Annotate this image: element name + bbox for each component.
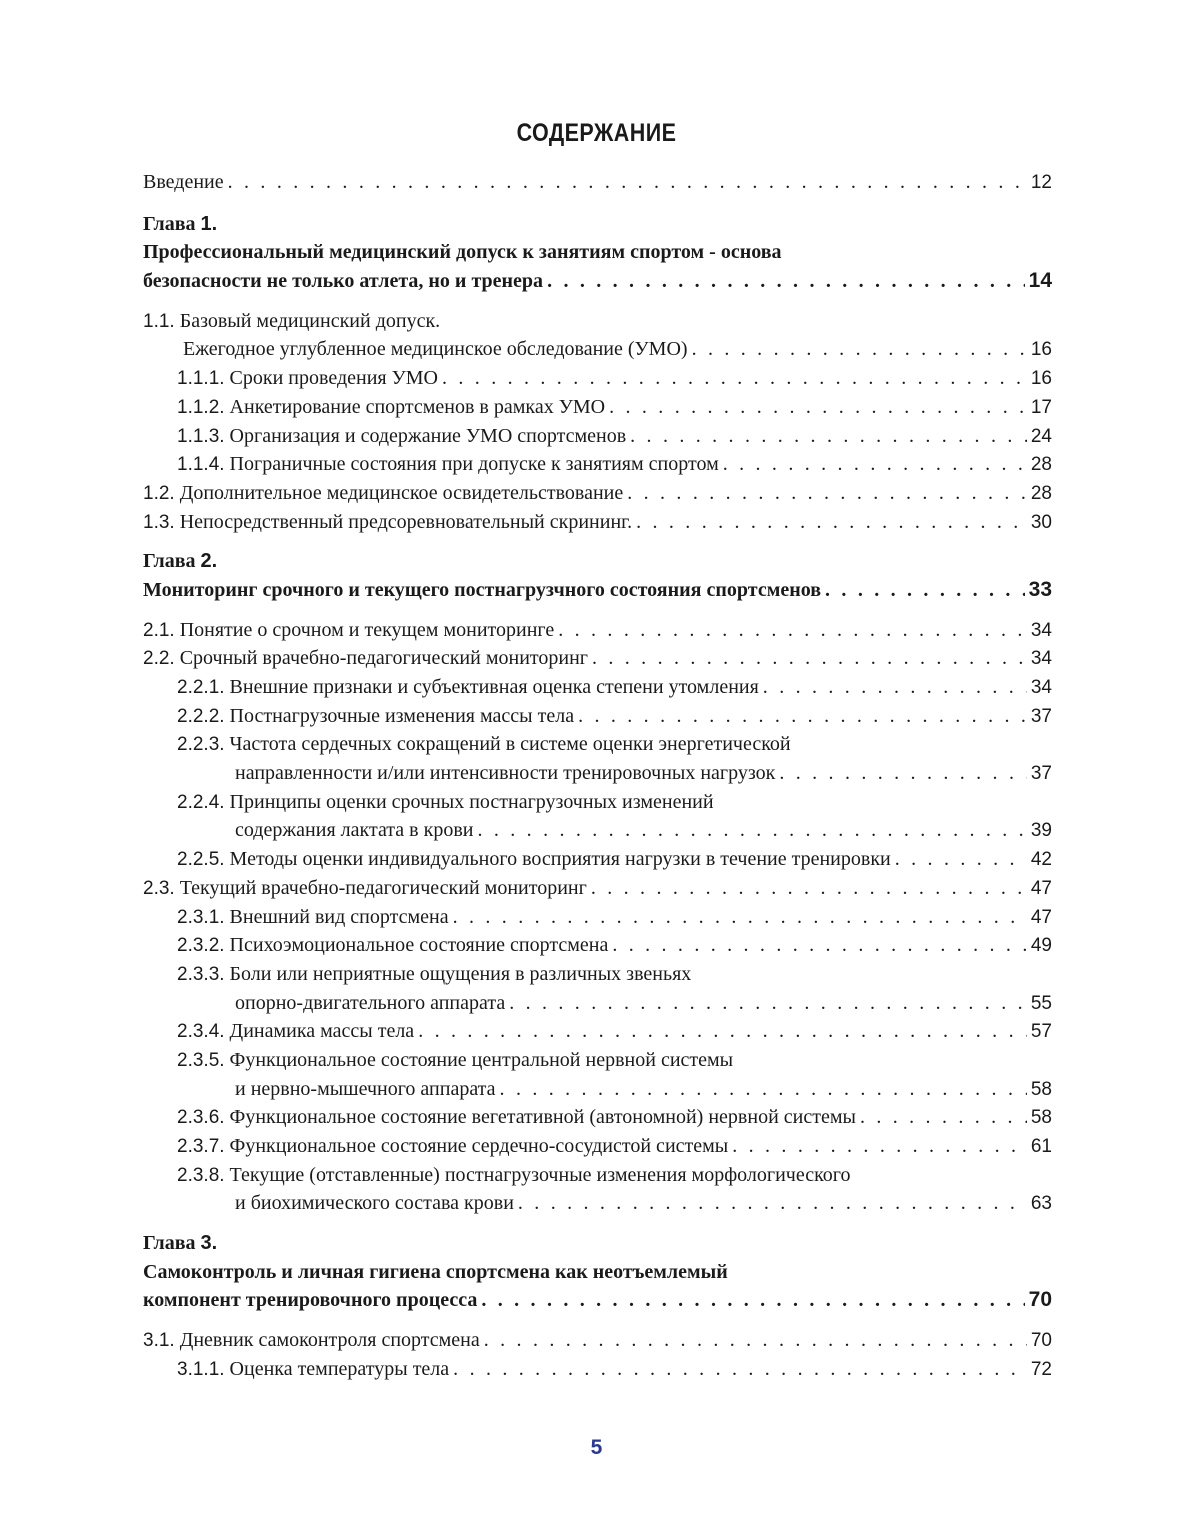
toc-entry-text: Введение	[143, 171, 224, 193]
leader-dots	[547, 267, 1025, 296]
page-number: 5	[590, 1436, 603, 1459]
toc-page-number: 47	[1030, 906, 1052, 928]
toc-page-number: 63	[1030, 1193, 1052, 1215]
leader-dots	[453, 903, 1027, 932]
toc-entry-1-1-1[interactable]: 1.1.1. Сроки проведения УМО . . . 16	[143, 364, 1052, 393]
toc-page-number: 33	[1028, 577, 1052, 601]
leader-dots	[612, 931, 1027, 960]
leader-dots	[860, 1103, 1027, 1132]
toc-entry-2-3-7[interactable]: 2.3.7. Функциональное состояние сердечно-сосудистой системы . . . 61	[143, 1132, 1052, 1161]
toc-page-number: 57	[1030, 1021, 1052, 1043]
leader-dots	[825, 576, 1025, 605]
toc-page-number: 70	[1028, 1288, 1052, 1312]
leader-dots	[558, 616, 1027, 645]
toc-entry-2-2-3-cont[interactable]: направленности и/или интенсивности тренировочных нагрузок . . . 37	[143, 759, 1052, 788]
toc-page-number: 14	[1028, 269, 1052, 293]
leader-dots	[442, 364, 1027, 393]
leader-dots	[732, 1132, 1027, 1161]
leader-dots	[630, 422, 1027, 451]
leader-dots	[578, 702, 1027, 731]
toc-page-number: 24	[1030, 425, 1052, 447]
chapter-label-1: Глава 1.	[143, 212, 218, 235]
toc-entry-2-3-3[interactable]: 2.3.3. Боли или неприятные ощущения в различных звеньях	[177, 962, 692, 985]
chapter-title-3-line2[interactable]: компонент тренировочного процесса . . . 70	[143, 1286, 1052, 1315]
toc-entry-2-3-4[interactable]: 2.3.4. Динамика массы тела . . . 57	[143, 1017, 1052, 1046]
chapter-title-1-line2[interactable]: безопасности не только атлета, но и тренера . . . 14	[143, 267, 1052, 296]
toc-entry-2-3-3-cont[interactable]: опорно-двигательного аппарата . . . 55	[143, 989, 1052, 1018]
toc-page-number: 70	[1030, 1330, 1052, 1352]
leader-dots	[592, 644, 1027, 673]
leader-dots	[477, 816, 1026, 845]
toc-entry-1-1-cont[interactable]: Ежегодное углубленное медицинское обследование (УМО) . . . 16	[143, 335, 1052, 364]
toc-entry-2-3-5-cont[interactable]: и нервно-мышечного аппарата . . . 58	[143, 1075, 1052, 1104]
toc-entry-2-3-5[interactable]: 2.3.5. Функциональное состояние центральной нервной системы	[177, 1048, 734, 1071]
toc-page-number: 30	[1030, 511, 1052, 533]
toc-page-number: 12	[1030, 172, 1052, 193]
toc-entry-1-1[interactable]: 1.1. Базовый медицинский допуск.	[143, 309, 441, 332]
toc-entry-2-2-4-cont[interactable]: содержания лактата в крови . . . 39	[143, 816, 1052, 845]
toc-page-number: 28	[1030, 482, 1052, 504]
toc-entry-2-2-4[interactable]: 2.2.4. Принципы оценки срочных постнагрузочных изменений	[177, 790, 714, 813]
toc-page-number: 37	[1030, 763, 1052, 785]
toc-entry-2-2-2[interactable]: 2.2.2. Постнагрузочные изменения массы тела . . . 37	[143, 702, 1052, 731]
chapter-title-3-line1[interactable]: Самоконтроль и личная гигиена спортсмена как неотъемлемый	[143, 1260, 728, 1283]
toc-page-number: 58	[1030, 1107, 1052, 1129]
toc-entry-1-3[interactable]: 1.3. Непосредственный предсоревновательный скрининг. . . . 30	[143, 508, 1052, 537]
leader-dots	[453, 1355, 1027, 1384]
leader-dots	[500, 1075, 1027, 1104]
toc-entry-2-2-5[interactable]: 2.2.5. Методы оценки индивидуального восприятия нагрузки в течение тренировки . . . 42	[143, 845, 1052, 874]
toc-entry-2-1[interactable]: 2.1. Понятие о срочном и текущем мониторинге . . . 34	[143, 616, 1052, 645]
toc-entry-1-2[interactable]: 1.2. Дополнительное медицинское освидетельствование . . . 28	[143, 479, 1052, 508]
leader-dots	[763, 673, 1027, 702]
chapter-label-3: Глава 3.	[143, 1232, 218, 1255]
leader-dots	[481, 1286, 1024, 1315]
toc-page-number: 34	[1030, 648, 1052, 670]
toc-page-number: 39	[1030, 820, 1052, 842]
toc-page-number: 42	[1030, 849, 1052, 871]
toc-page-number: 17	[1030, 396, 1052, 418]
toc-entry-3-1-1[interactable]: 3.1.1. Оценка температуры тела . . . 72	[143, 1355, 1052, 1384]
page-title: СОДЕРЖАНИЕ	[516, 119, 677, 147]
leader-dots	[779, 759, 1027, 788]
toc-entry-2-3-2[interactable]: 2.3.2. Психоэмоциональное состояние спортсмена . . . 49	[143, 931, 1052, 960]
leader-dots	[636, 508, 1027, 537]
toc-page-number: 47	[1030, 877, 1052, 899]
toc-page-number: 16	[1030, 368, 1052, 390]
toc-entry-3-1[interactable]: 3.1. Дневник самоконтроля спортсмена . . . 70	[143, 1326, 1052, 1355]
leader-dots	[692, 335, 1027, 364]
toc-page-number: 55	[1030, 992, 1052, 1014]
toc-entry-2-2-3[interactable]: 2.2.3. Частота сердечных сокращений в системе оценки энергетической	[177, 733, 791, 756]
toc-entry-1-1-2[interactable]: 1.1.2. Анкетирование спортсменов в рамках УМО . . . 17	[143, 393, 1052, 422]
toc-entry-2-3-8-cont[interactable]: и биохимического состава крови . . . 63	[143, 1189, 1052, 1218]
leader-dots	[484, 1326, 1027, 1355]
toc-entry-intro[interactable]	[143, 168, 1052, 197]
chapter-title-1-line1[interactable]: Профессиональный медицинский допуск к занятиям спортом - основа	[143, 241, 782, 264]
toc-entry-1-1-4[interactable]: 1.1.4. Пограничные состояния при допуске к занятиям спортом . . . 28	[143, 450, 1052, 479]
chapter-title-2[interactable]: Мониторинг срочного и текущего постнагрузчного состояния спортсменов . . . 33	[143, 576, 1052, 605]
leader-dots	[895, 845, 1027, 874]
toc-entry-2-3-8[interactable]: 2.3.8. Текущие (отставленные) постнагрузочные изменения морфологического	[177, 1163, 851, 1186]
toc-entry-2-2[interactable]: 2.2. Срочный врачебно-педагогический мониторинг . . . 34	[143, 644, 1052, 673]
toc-page-number: 49	[1030, 935, 1052, 957]
toc-entry-2-2-1[interactable]: 2.2.1. Внешние признаки и субъективная оценка степени утомления . . . 34	[143, 673, 1052, 702]
toc-page-number: 61	[1030, 1136, 1052, 1157]
table-of-contents	[143, 168, 1052, 1384]
toc-page-number: 16	[1030, 339, 1052, 361]
leader-dots	[627, 479, 1027, 508]
leader-dots	[518, 1189, 1027, 1218]
toc-entry-2-3-6[interactable]: 2.3.6. Функциональное состояние вегетативной (автономной) нервной системы . . . 58	[143, 1103, 1052, 1132]
toc-page-number: 72	[1030, 1358, 1052, 1380]
toc-entry-2-3[interactable]: 2.3. Текущий врачебно-педагогический мониторинг . . . 47	[143, 874, 1052, 903]
toc-page-number: 34	[1030, 677, 1052, 698]
toc-page-number: 28	[1030, 454, 1052, 476]
leader-dots	[418, 1017, 1027, 1046]
leader-dots	[228, 168, 1027, 197]
toc-page-number: 34	[1030, 619, 1052, 641]
toc-entry-1-1-3[interactable]: 1.1.3. Организация и содержание УМО спортсменов . . . 24	[143, 422, 1052, 451]
leader-dots	[723, 450, 1027, 479]
leader-dots	[609, 393, 1027, 422]
toc-entry-2-3-1[interactable]: 2.3.1. Внешний вид спортсмена . . . 47	[143, 903, 1052, 932]
chapter-label-2: Глава 2.	[143, 550, 218, 573]
leader-dots	[591, 874, 1027, 903]
toc-page-number: 37	[1030, 705, 1052, 727]
leader-dots	[509, 989, 1027, 1018]
toc-page-number: 58	[1030, 1078, 1052, 1100]
